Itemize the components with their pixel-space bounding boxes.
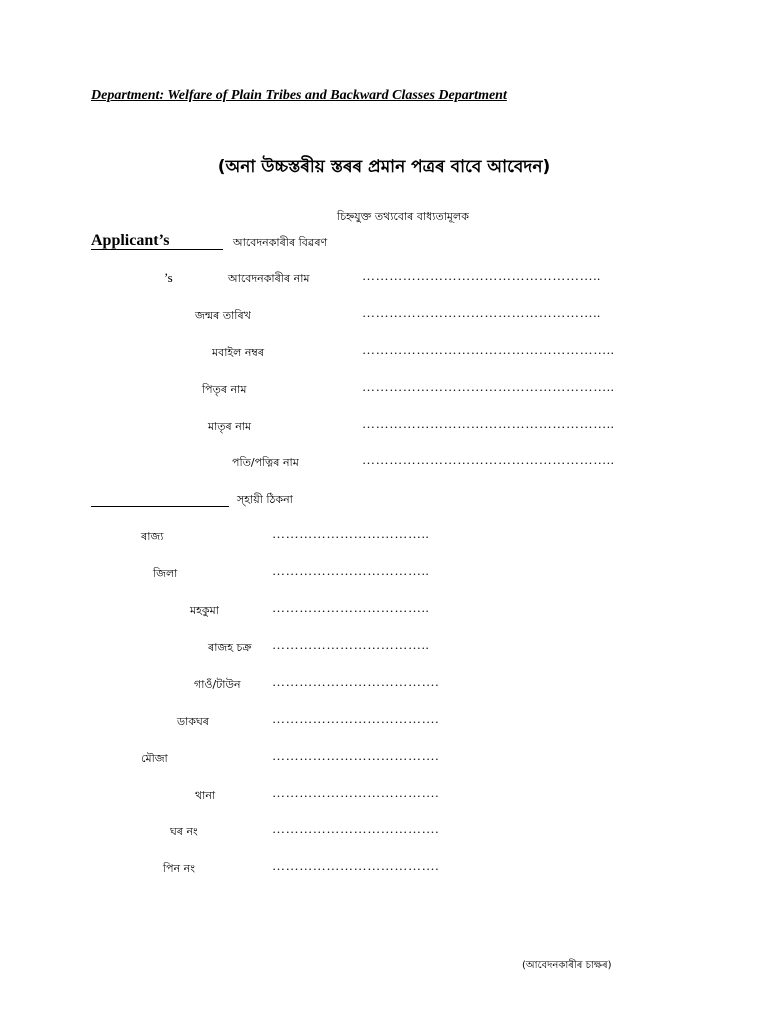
form-title: (অনা উচ্চস্তৰীয় স্তৰৰ প্ৰমান পত্ৰৰ বাবে আবেদন) — [217, 157, 551, 177]
field-label-pin-no: পিন নং — [163, 862, 195, 875]
field-label-post-office: ডাকঘৰ — [177, 715, 209, 728]
field-input-applicant-name[interactable]: …………………………………………….. — [362, 268, 601, 283]
field-input-post-office[interactable]: ………………………………. — [272, 711, 440, 726]
address-section-heading: স্হায়ী ঠিকনা — [237, 493, 293, 506]
field-input-mobile[interactable]: ……………………………………………….. — [362, 342, 615, 357]
field-input-mother-name[interactable]: ……………………………………………….. — [362, 416, 615, 431]
field-label-mouza: মৌজা — [141, 752, 168, 765]
field-input-date-of-birth[interactable]: …………………………………………….. — [362, 305, 601, 320]
field-label-applicant-name: আবেদনকাৰীৰ নাম — [228, 272, 310, 285]
address-heading-underline — [91, 506, 229, 507]
field-label-mobile: মবাইল নম্বৰ — [212, 346, 265, 359]
field-label-revenue-circle: ৰাজহ চক্ৰ — [208, 641, 252, 654]
applicant-section-heading-bn: আবেদনকাৰীৰ বিৱৰণ — [233, 236, 328, 249]
department-heading: Department: Welfare of Plain Tribes and Backward Classes Department — [91, 88, 507, 103]
field-input-police-station[interactable]: ………………………………. — [272, 785, 440, 800]
field-input-district[interactable]: …………………………….. — [272, 563, 430, 578]
field-label-spouse-name: পতি/পত্নিৰ নাম — [232, 456, 299, 469]
field-label-district: জিলা — [153, 567, 178, 580]
field-label-village-town: গাওঁ/টাউন — [194, 678, 241, 691]
field-input-father-name[interactable]: ……………………………………………….. — [362, 379, 615, 394]
field-label-state: ৰাজ্য — [141, 530, 164, 543]
field-input-village-town[interactable]: ………………………………. — [272, 674, 440, 689]
field-label-house-no: ঘৰ নং — [170, 825, 198, 838]
applicant-signature-label: (আবেদনকাৰীৰ চাক্ষৰ) — [522, 960, 612, 971]
field-label-police-station: থানা — [195, 789, 216, 802]
field-label-subdivision: মহকুমা — [190, 604, 219, 617]
mandatory-note: চিহ্নযুক্ত তথ্যবোৰ বাধ্যতামূলক — [337, 210, 469, 223]
field-input-house-no[interactable]: ………………………………. — [272, 821, 440, 836]
applicant-section-heading: Applicant’s — [91, 232, 170, 249]
field-input-state[interactable]: …………………………….. — [272, 526, 430, 541]
applicant-heading-underline — [91, 249, 223, 250]
field-label-mother-name: মাতৃৰ নাম — [208, 420, 252, 433]
field-input-subdivision[interactable]: …………………………….. — [272, 600, 430, 615]
field-input-spouse-name[interactable]: ……………………………………………….. — [362, 452, 615, 467]
field-input-revenue-circle[interactable]: …………………………….. — [272, 637, 430, 652]
field-label-father-name: পিতৃৰ নাম — [202, 383, 247, 396]
field-label-date-of-birth: জন্মৰ তাৰিখ — [195, 309, 251, 322]
field-input-mouza[interactable]: ………………………………. — [272, 748, 440, 763]
field-input-pin-no[interactable]: ………………………………. — [272, 858, 440, 873]
applicant-name-prefix: ’s — [164, 270, 173, 285]
